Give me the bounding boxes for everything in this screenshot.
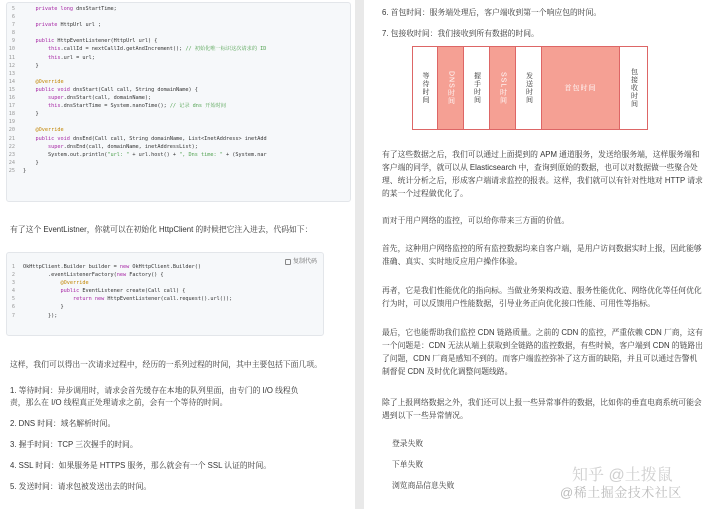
- line-number: 20: [8, 127, 15, 134]
- code1-line: [7, 135, 350, 143]
- paragraph-second-value: 再者，它是我们性能优化的指向标。当做业务架构改造、服务性能优化、网络优化等任何优化行为时，可以反馈用户性能数据，引导业务正向优化接口性能、可用性等指标。: [382, 286, 702, 308]
- code-text: @Override: [60, 280, 89, 287]
- timing-step-item: 3. 握手时间：TCP 三次握手的时间。: [10, 440, 138, 449]
- timeline-segment: 发送时间: [516, 46, 542, 130]
- line-number: 2: [11, 272, 15, 279]
- code2-line: [7, 287, 323, 295]
- paragraph-timing-summary: 这样，我们可以得出一次请求过程中，经历的一系列过程的时间，其中主要包括下面几项。: [10, 360, 322, 369]
- code-text: .eventListenerFactory(new Factory() {: [23, 272, 164, 279]
- code-text: public void dnsEnd(Call call, String domainName, List<InetAddress> inetAdd: [35, 135, 267, 142]
- copy-code-label: 复制代码: [292, 259, 317, 265]
- watermark-juejin: @稀土掘金技术社区: [560, 485, 682, 500]
- timeline-segment: SSL时间: [490, 46, 516, 130]
- code-block-event-listener: [6, 2, 351, 202]
- line-number: 9: [11, 38, 15, 45]
- code1-line: [7, 94, 350, 102]
- code-text: this.url = url;: [48, 54, 95, 61]
- line-number: 24: [8, 159, 15, 166]
- paragraph-apm-upload: 有了这些数据之后，我们可以通过上面提到的 APM 通道服务，发送给服务端，这样服务端和客户端的同学，就可以从 Elasticsearch 中，查询到原始的数据，也可以对数据做一些聚合处理、统计分析之后，形成客户端请求监控的报表。这样，我们就可以有针对性地对 HTTP 请求的某一个过程做优化了。: [382, 150, 703, 198]
- code1-line: [7, 86, 350, 94]
- line-number: 23: [8, 151, 15, 158]
- code-text: @Override: [35, 78, 64, 85]
- timing-step-item: 1. 等待时间：异步调用时，请求会首先缓存在本地的队列里面，由专门的 I/O 线程负责，那么在 I/O 线程真正处理请求之前，会有一个等待的时间。: [10, 386, 299, 407]
- exception-item-login: 登录失败: [392, 439, 424, 448]
- line-number: 13: [8, 70, 15, 77]
- code2-line: [7, 312, 323, 320]
- code1-line: [7, 29, 350, 37]
- code1-line: [7, 78, 350, 86]
- code2-line: [7, 271, 323, 279]
- code-text: @Override: [35, 127, 64, 134]
- code1-line: [7, 110, 350, 118]
- exception-item-order: 下单失败: [392, 460, 424, 469]
- code-text: public void dnsStart(Call call, String domainName) {: [35, 86, 198, 93]
- code-text: super.dnsEnd(call, domainName, inetAddressList);: [48, 143, 198, 150]
- code1-line: [7, 37, 350, 45]
- timing-steps-list: [10, 385, 310, 502]
- code1-line: [7, 126, 350, 134]
- code-text: });: [23, 312, 58, 319]
- line-number: 6: [11, 14, 15, 21]
- line-number: 18: [8, 111, 15, 118]
- code1-line: [7, 118, 350, 126]
- code1-line: [7, 143, 350, 151]
- code1-line: [7, 45, 350, 53]
- line-number: 1: [11, 264, 15, 270]
- timeline-segment: DNS时间: [438, 46, 464, 130]
- paragraph-first-value: 首先，这种用户网络监控的所有监控数据均来自客户端，是用户访问数据实时上报，因此能够准确、真实、实时地反应用户操作体验。: [382, 244, 702, 266]
- timing-step-item: 2. DNS 时间：域名解析时间。: [10, 419, 116, 428]
- line-number: 12: [8, 62, 15, 69]
- code-text: return new HttpEventListener(call.request().url());: [72, 296, 233, 303]
- code-text: this.dnsStartTime = System.nanoTime(); // 记录 dns 开始时间: [48, 103, 226, 110]
- code2-line: [7, 303, 323, 311]
- copy-icon: [285, 259, 291, 265]
- paragraph-third-value: 最后，它也能帮助我们监控 CDN 链路质量。之前的 CDN 的监控，严重依赖 CDN 厂商，这有一个问题是：CDN 无法从端上获取到全链路的监控数据，有些时候，客户端到 CDN 的链路出了问题，CDN 厂商是感知不到的。而客户端监控弥补了这方面的缺陷，并且可以通过告警机制督促 CDN 及时优化调整问题线路。: [382, 328, 703, 376]
- code1-line: [7, 167, 350, 175]
- code-text: public EventListener create(Call call) {: [60, 288, 186, 295]
- line-number: 14: [8, 78, 15, 85]
- code-text: public HttpEventListener(HttpUrl url) {: [35, 38, 158, 45]
- timeline-segment: 包接收时间: [620, 46, 648, 130]
- timing-step-item: 4. SSL 时间：如果服务是 HTTPS 服务，那么就会有一个 SSL 认证的时间。: [10, 461, 272, 470]
- watermark-zhihu: 知乎 @土拨鼠: [572, 467, 673, 484]
- watermark: [560, 462, 720, 506]
- timeline-segment: 首包时间: [542, 46, 620, 130]
- code1-line: [7, 13, 350, 21]
- line-number: 6: [11, 304, 15, 311]
- line-number: 25: [8, 167, 15, 174]
- code-block-okhttp-builder: [6, 252, 324, 336]
- code-text: OkHttpClient.Builder builder = new OkHttpClient.Builder(): [23, 264, 202, 270]
- code1-line: [7, 54, 350, 62]
- code-text: super.dnsStart(call, domainName);: [48, 95, 152, 102]
- line-number: 8: [11, 30, 15, 37]
- line-number: 5: [11, 296, 15, 303]
- line-number: 15: [8, 86, 15, 93]
- code1-line: [7, 159, 350, 167]
- code1-line: [7, 70, 350, 78]
- line-number: 3: [11, 280, 15, 287]
- code1-line: [7, 151, 350, 159]
- code-text: }: [23, 62, 39, 69]
- line-number: 22: [8, 143, 15, 150]
- request-timeline-diagram: [412, 46, 674, 130]
- timeline-segment: 等待时间: [412, 46, 438, 130]
- code-text: }: [23, 167, 27, 174]
- timing-step-item: 6. 首包时间：服务端处理后，客户端收到第一个响应包的时间。: [382, 8, 602, 17]
- copy-code-button[interactable]: [285, 258, 317, 266]
- code1-line: [7, 62, 350, 70]
- code-text: }: [23, 304, 64, 311]
- code1-line: [7, 102, 350, 110]
- paragraph-inject-listener: 有了这个 EventListner，你就可以在初始化 HttpClient 的时候把它注入进去，代码如下：: [10, 225, 313, 234]
- line-number: 16: [8, 95, 15, 102]
- line-number: 7: [11, 312, 15, 319]
- code2-line: [7, 295, 323, 303]
- line-number: 10: [8, 46, 15, 53]
- exception-item-browse: 浏览商品信息失败: [392, 481, 455, 490]
- line-number: 11: [8, 54, 15, 61]
- code-text: }: [23, 159, 39, 166]
- code-text: private HttpUrl url ;: [35, 22, 102, 29]
- left-page: [0, 0, 355, 509]
- code2-line: [7, 279, 323, 287]
- line-number: 5: [11, 6, 15, 12]
- code-text: this.callId = nextCallId.getAndIncrement(); // 初始化唯一标识这次请求的 ID: [48, 46, 267, 53]
- line-number: 17: [8, 103, 15, 110]
- line-number: 21: [8, 135, 15, 142]
- paragraph-exception-events: 除了上报网络数据之外，我们还可以上报一些异常事件的数据，比如你的垂直电商系统可能会遇到以下一些异常情况。: [382, 398, 702, 420]
- code2-line: [7, 263, 323, 271]
- code-text: }: [23, 111, 39, 118]
- code-text: System.out.println("url: " + url.host() + ", Dns time: " + (System.nar: [23, 151, 267, 158]
- code-text: private long dnsStartTime;: [35, 6, 117, 12]
- code1-line: [7, 5, 350, 13]
- timeline-segment: 握手时间: [464, 46, 490, 130]
- line-number: 7: [11, 22, 15, 29]
- code1-line: [7, 21, 350, 29]
- line-number: 4: [11, 288, 15, 295]
- line-number: 19: [8, 119, 15, 126]
- timing-step-item: 5. 发送时间：请求包被发送出去的时间。: [10, 482, 152, 491]
- paragraph-three-values: 而对于用户网络的监控，可以给你带来三方面的价值。: [382, 216, 570, 225]
- timing-steps-list-continued: [382, 7, 702, 49]
- timing-step-item: 7. 包接收时间：我们接收到所有数据的时间。: [382, 29, 539, 38]
